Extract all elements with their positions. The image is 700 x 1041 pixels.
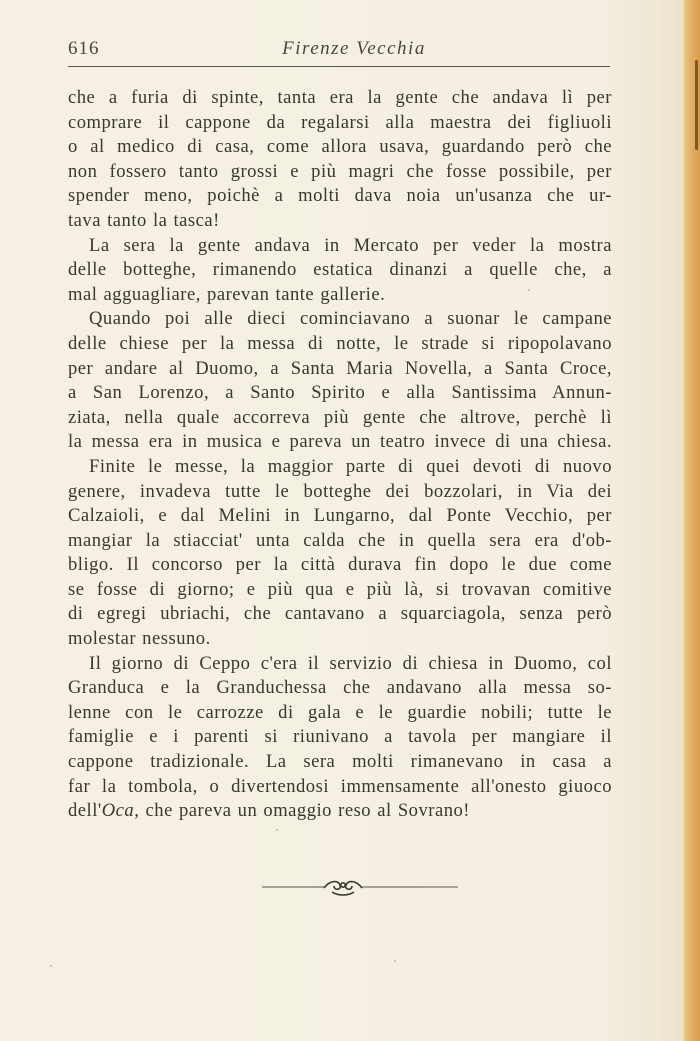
text-line: bligo. Il concorso per la città durava fin dopo le due come [68,554,612,576]
text-line: di egregi ubriachi, che cantavano a squarciagola, senza però [68,603,612,625]
text-line: mangiar la stiacciat' unta calda che in quella sera era d'ob- [68,529,612,551]
text-line-final [68,799,612,824]
text-line: per andare al Duomo, a Santa Maria Novella, a Santa Croce, [68,357,612,379]
text-line: comprare il cappone da regalarsi alla maestra dei figliuoli [68,111,612,133]
tailpiece-ornament [262,876,458,898]
paragraph-4 [68,455,612,652]
text-line: Granduca e la Granduchessa che andavano alla messa so- [68,677,612,699]
text-fragment: dell' [68,800,102,822]
text-line: a San Lorenzo, a Santo Spirito e alla Santissima Annun- [68,382,612,404]
text-line: famiglie e i parenti si riunivano a tavola per mangiare il [68,726,612,748]
text-line: Quando poi alle dieci cominciavano a suonar le campane [89,308,612,330]
paper-speck [276,829,278,831]
text-line: spender meno, poichè a molti dava noia un'usanza che ur- [68,185,612,207]
text-line: far la tombola, o divertendosi immensamente all'onesto giuoco [68,775,612,797]
text-line: delle botteghe, rimanendo estatica dinanzi a quelle che, a [68,259,612,281]
header-rule [68,66,610,67]
text-line: tava tanto la tasca! [68,209,220,231]
text-line: lenne con le carrozze di gala e le guardie nobili; tutte le [68,701,612,723]
page-edge [684,0,700,1041]
text-line: non fossero tanto grossi e più magri che fosse possibile, per [68,160,612,182]
text-line: delle chiese per la messa di notte, le strade si ripopolavano [68,332,612,354]
text-line: la messa era in musica e pareva un teatro invece di una chiesa. [68,431,612,453]
text-line: che a furia di spinte, tanta era la gente che andava lì per [68,87,612,108]
paper-speck [528,289,530,291]
text-fragment: che pareva un omaggio reso al Sovrano! [139,800,470,822]
paragraph-5 [68,652,612,824]
italic-word: Oca, [101,800,140,822]
paragraph-3 [68,307,612,455]
text-line: Il giorno di Ceppo c'era il servizio di chiesa in Duomo, col [89,652,612,674]
text-line: molestar nessuno. [68,628,211,650]
page-edge-shadow [695,60,698,150]
text-line: La sera la gente andava in Mercato per veder la mostra [89,234,612,256]
text-line: cappone tradizionale. La sera molti rimanevano in casa a [68,751,612,773]
text-line: o al medico di casa, come allora usava, guardando però che [68,136,612,158]
running-title: Firenze Vecchia [282,38,426,59]
text-line: se fosse di giorno; e più qua e più là, si trovavan comitive [68,578,612,600]
page-number: 616 [68,38,100,59]
paper-speck [50,965,52,967]
text-line: Calzaioli, e dal Melini in Lungarno, dal Ponte Vecchio, per [68,505,612,527]
paper-speck [394,960,396,962]
text-line: mal agguagliare, parevan tante gallerie. [68,283,386,305]
paragraph-2 [68,234,612,308]
paragraph-1 [68,86,612,234]
text-line: genere, invadeva tutte le botteghe dei bozzolari, in Via dei [68,480,612,502]
text-line: Finite le messe, la maggior parte di quei devoti di nuovo [89,455,612,477]
text-line: ziata, nella quale accorreva più gente che altrove, perchè lì [68,406,612,428]
page-header [68,38,610,64]
body-text [68,86,612,824]
